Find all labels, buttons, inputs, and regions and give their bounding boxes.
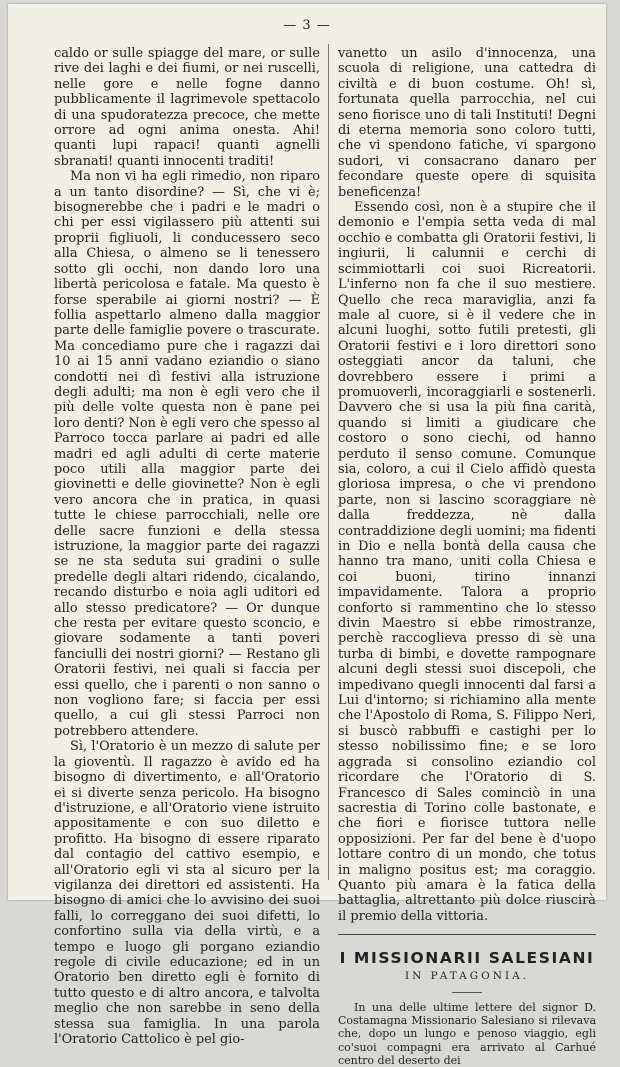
paragraph: Sì, l'Oratorio è un mezzo di salute per la gioventù. Il ragazzo è avido ed ha bisogno di divertimento, e all'Oratorio ei si diverte senza pericolo. Ha bisogno d'istruzione, e all'Oratorio viene istruito appositamente e con suo diletto e profitto. Ha bisogno di essere riparato dal contagio del cattivo esempio, e all'Oratorio egli vi sta al sicuro per la vigilanza dei direttori ed assistenti. Ha bisogno di amici che lo avvisino dei suoi falli, lo correggano dei suoi difetti, lo confortino sulla via della virtù, e a tempo e luogo gli porgano eziandio regole di civile educazione; ed in un Oratorio ben diretto egli è fornito di tutto questo e di altro ancora, e talvolta meglio che non sarebbe in seno della stessa sua famiglia. In una parola l'Oratorio Cattolico è pel gio- (54, 739, 320, 1047)
paragraph: Essendo così, non è a stupire che il demonio e l'empia setta veda di mal occhio e combatta gli Oratorii festivi, li ingiurii, li calunnii e cerchi di scimmiottarli coi suoi Ricreatorii. L'inferno non fa che il suo mestiere. Quello che reca maraviglia, anzi fa male al cuore, si è il vedere che in alcuni luoghi, sotto futili pretesti, gli Oratorii festivi e i loro direttori sono osteggiati ancor da taluni, che dovrebbero essere i primi a promuoverli, incoraggiarli e sostenerli. Davvero che si usa la più fina carità, quando si limiti a giudicare che costoro o sono ciechi, od hanno perduto il senso comune. Comunque sia, coloro, a cui il Cielo affidò questa gloriosa impresa, o che vi prendono parte, non si lascino scoraggiare nè dalla freddezza, nè dalla contraddizione degli uomini; ma fidenti in Dio e nella bontà della causa che hanno tra mano, uniti colla Chiesa e coi buoni, tirino innanzi impavidamente. Talora a proprio conforto si rammentino che lo stesso divin Maestro si ebbe rimostranze, perchè raccoglieva presso di sè una turba di bimbi, e dovette rampognare alcuni degli stessi suoi discepoli, che impedivano quegli innocenti dal farsi a Lui d'intorno; si richiamino alla mente che l'Apostolo di Roma, S. Filippo Neri, si buscò rabbuffi e castighi per lo stesso nobilissimo fine; e se loro aggrada si consolino eziandio col ricordare che l'Oratorio di S. Francesco di Sales cominciò in una sacrestia di Torino colle bastonate, e che fiori e fiorisce tuttora nelle opposizioni. Per far del bene è d'uopo lottare contro di un mondo, che totus in maligno positus est; ma coraggio. Quanto più amara è la fatica della battaglia, altrettanto più dolce riuscirà il premio della vittoria. (338, 200, 596, 924)
section-rule (338, 934, 596, 935)
section-title: I MISSIONARII SALESIANI (339, 949, 595, 968)
paragraph: vanetto un asilo d'innocenza, una scuola di religione, una cattedra di civiltà e di buon costume. Oh! sì, fortunata quella parrocchia, nel cui seno fiorisce uno di tali Instituti! Degni di eterna memoria sono coloro tutti, che vi spendono fatiche, vi spargono sudori, vi consacrano danaro per fecondare queste opere di squisita beneficenza! (338, 46, 596, 200)
section-subtitle: IN PATAGONIA. (404, 969, 530, 982)
section-lead-paragraph: In una delle ultime lettere del signor D. Costamagna Missionario Salesiano si rilevava che, dopo un lungo e penoso viaggio, egli co'suoi compagni era arrivato al Carhué centro del deserto dei (338, 1000, 596, 1067)
paragraph: Ma non vi ha egli rimedio, non riparo a un tanto disordine? — Sì, che vi è; bisognerebbe che i padri e le madri o chi per essi vigilassero più attenti sui proprii figliuoli, li conducessero seco alla Chiesa, o almeno se li tenessero sotto gli occhi, non dando loro una libertà pericolosa e fatale. Ma questo è forse sperabile ai giorni nostri? — È follia aspettarlo almeno dalla maggior parte delle famiglie povere o trascurate. Ma concediamo pure che i ragazzi dai 10 ai 15 anni vadano eziandio o siano condotti nei dì festivi alla istruzione degli adulti; ma non è egli vero che il più delle volte questa non è pane pei loro denti? Non è egli vero che spesso al Parroco tocca parlare ai padri ed alle madri ed agli adulti di certe materie poco utili alla maggior parte dei giovinetti e delle giovinette? Non è egli vero ancora che in pratica, in quasi tutte le chiese parrocchiali, nelle ore delle sacre funzioni e della stessa istruzione, la maggior parte dei ragazzi se ne sta seduta sui gradini o sulle predelle degli altari ridendo, cicalando, recando disturbo e noia agli uditori ed allo stesso predicatore? — Or dunque che resta per evitare questo sconcio, e giovare sodamente a tanti poveri fanciulli dei nostri giorni? — Restano gli Oratorii festivi, nei quali si faccia per essi quello, che i parenti o non sanno o non vogliono fare; si faccia per essi quello, a cui gli stessi Parroci non potrebbero attendere. (54, 169, 320, 739)
paragraph: caldo or sulle spiagge del mare, or sulle rive dei laghi e dei fiumi, or nei ruscelli, nelle gore e nelle fogne danno pubblicamente il lagrimevole spettacolo di una spudoratezza precoce, che mette orrore ad ogni anima onesta. Ahi! quanti lupi rapaci! quanti agnelli sbranati! quanti innocenti traditi! (54, 46, 320, 169)
title-underline (452, 992, 482, 993)
page-number: — 3 — (283, 18, 331, 33)
right-column (338, 46, 596, 1067)
column-divider (328, 44, 329, 880)
left-column (54, 46, 320, 1047)
newspaper-page (8, 4, 606, 1067)
